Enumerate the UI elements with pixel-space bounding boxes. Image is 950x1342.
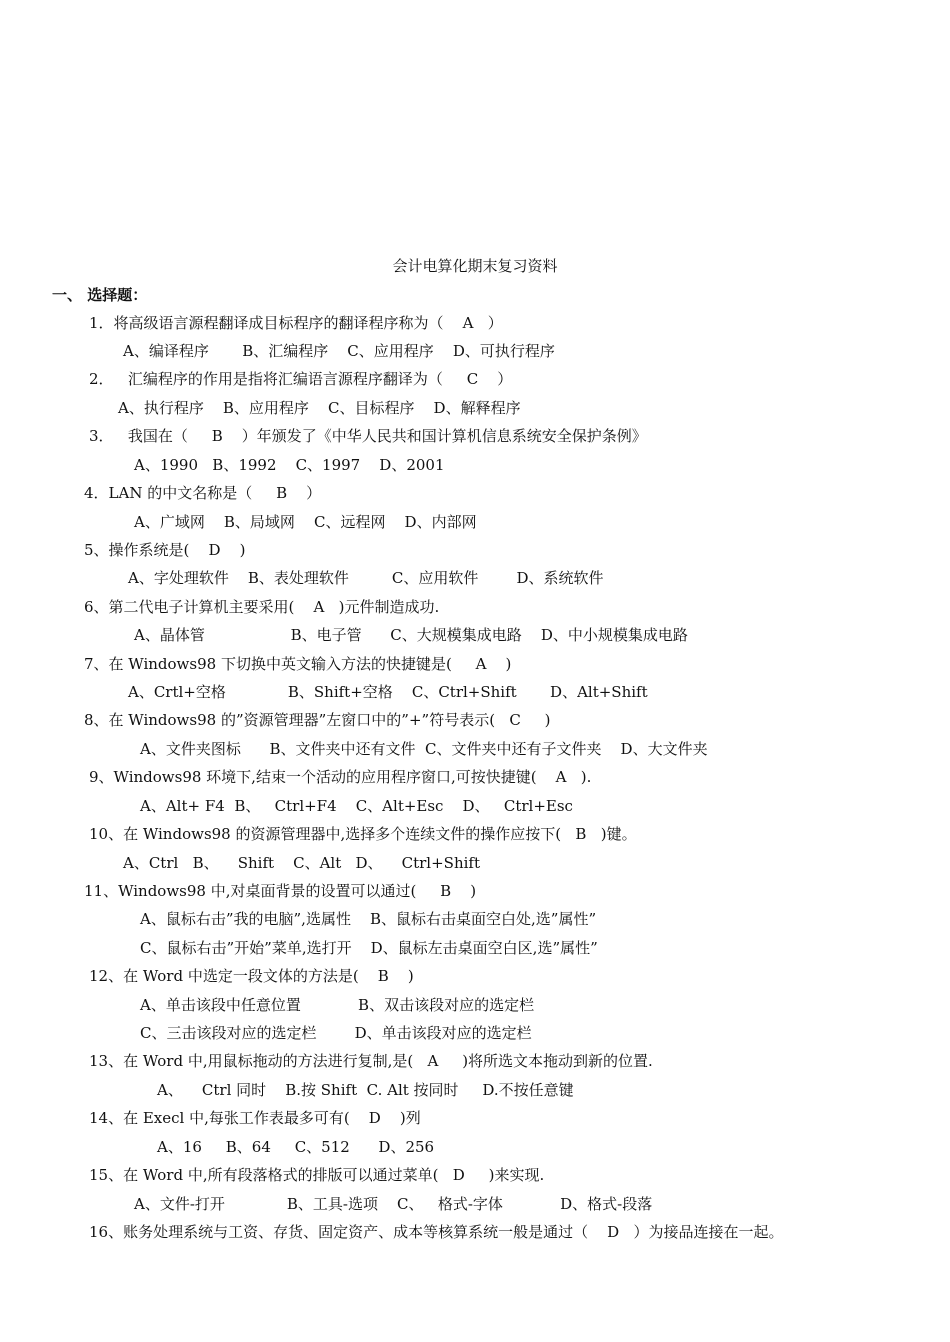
question-5-options: A、字处理软件 B、表处理软件 C、应用软件 D、系统软件 [128,569,604,587]
question-3: 3． 我国在（ B ）年颁发了《中华人民共和国计算机信息系统安全保护条例》 [89,427,647,445]
section-heading: 一、 选择题： [52,286,148,304]
question-15: 15、在 Word 中,所有段落格式的排版可以通过菜单( D )来实现. [89,1166,545,1184]
question-7: 7、在 Windows98 下切换中英文输入方法的快捷键是( A ) [84,655,512,673]
question-7-options: A、Crtl+空格 B、Shift+空格 C、Ctrl+Shift D、Alt+Shift [128,683,648,701]
question-4: 4．LAN 的中文名称是（ B ） [84,484,322,502]
question-9-options: A、Alt+ F4 B、 Ctrl+F4 C、Alt+Esc D、 Ctrl+Esc [140,797,573,815]
question-12: 12、在 Word 中选定一段文体的方法是( B ) [89,967,414,985]
question-4-options: A、广域网 B、局域网 C、远程网 D、内部网 [134,513,477,531]
question-13-options: A、 Ctrl 同时 B.按 Shift C. Alt 按同时 D.不按任意键 [157,1081,574,1099]
question-12-options-cd: C、三击该段对应的选定栏 D、单击该段对应的选定栏 [140,1024,532,1042]
question-1-options: A、编译程序 B、汇编程序 C、应用程序 D、可执行程序 [123,342,555,360]
question-2-options: A、执行程序 B、应用程序 C、目标程序 D、解释程序 [118,399,521,417]
question-12-options-ab: A、单击该段中任意位置 B、双击该段对应的选定栏 [140,996,535,1014]
question-11-options-ab: A、鼠标右击”我的电脑”,选属性 B、鼠标右击桌面空白处,选”属性” [140,910,597,928]
document-title: 会计电算化期末复习资料 [392,257,558,275]
question-11: 11、Windows98 中,对桌面背景的设置可以通过( B ) [84,882,477,900]
question-2: 2． 汇编程序的作用是指将汇编语言源程序翻译为（ C ） [89,370,513,388]
question-9: 9、Windows98 环境下,结束一个活动的应用程序窗口,可按快捷键( A ). [89,768,592,786]
question-1: 1．将高级语言源程翻译成目标程序的翻译程序称为（ A ） [89,314,503,332]
question-10: 10、在 Windows98 的资源管理器中,选择多个连续文件的操作应按下( B )键。 [89,825,637,843]
question-15-options: A、文件-打开 B、工具-选项 C、 格式-字体 D、格式-段落 [134,1195,653,1213]
question-8: 8、在 Windows98 的”资源管理器”左窗口中的”+”符号表示( C ) [84,711,551,729]
question-8-options: A、文件夹图标 B、文件夹中还有文件 C、文件夹中还有子文件夹 D、大文件夹 [140,740,708,758]
question-6: 6、第二代电子计算机主要采用( A )元件制造成功. [84,598,440,616]
question-6-options: A、晶体管 B、电子管 C、大规模集成电路 D、中小规模集成电路 [134,626,688,644]
question-11-options-cd: C、鼠标右击”开始”菜单,选打开 D、鼠标左击桌面空白区,选”属性” [140,939,598,957]
question-3-options: A、1990 B、1992 C、1997 D、2001 [134,456,445,474]
question-14-options: A、16 B、64 C、512 D、256 [157,1138,435,1156]
question-10-options: A、Ctrl B、 Shift C、Alt D、 Ctrl+Shift [123,854,480,872]
question-13: 13、在 Word 中,用鼠标拖动的方法进行复制,是( A )将所选文本拖动到新的位置. [89,1052,653,1070]
question-14: 14、在 Execl 中,每张工作表最多可有( D )列 [89,1109,421,1127]
question-16: 16、账务处理系统与工资、存货、固定资产、成本等核算系统一般是通过（ D ）为接品连接在一起。 [89,1223,784,1241]
question-5: 5、操作系统是( D ) [84,541,246,559]
